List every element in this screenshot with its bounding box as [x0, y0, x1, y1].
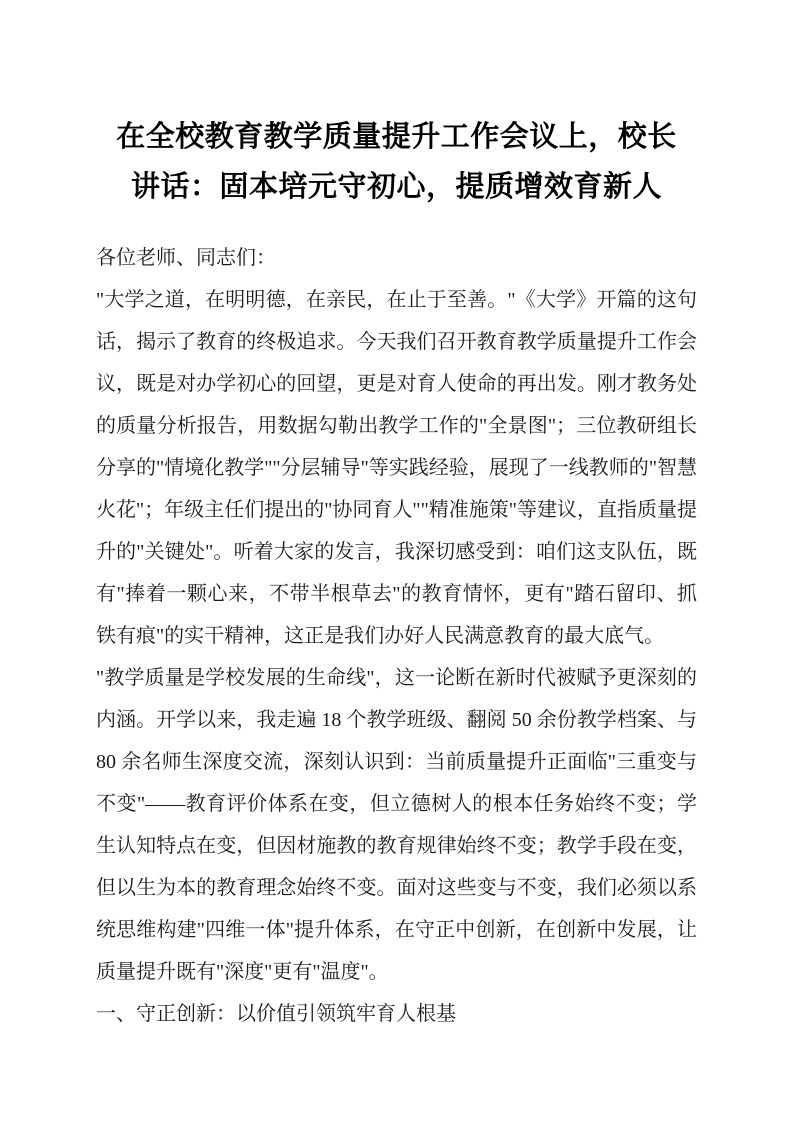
document-title: [0, 0, 793, 212]
paragraph-2: "教学质量是学校发展的生命线"，这一论断在新时代被赋予更深刻的内涵。开学以来，我走遍 18 个教学班级、翻阅 50 余份教学档案、与 80 余名师生深度交流，深刻认识到：当前质量提升正面临"三重变与不变"——教育评价体系在变，但立德树人的根本任务始终不变；学生认知特点在变，但因材施教的教育规律始终不变；教学手段在变，但以生为本的教育理念始终不变。面对这些变与不变，我们必须以系统思维构建"四维一体"提升体系，在守正中创新，在创新中发展，让质量提升既有"深度"更有"温度"。: [96, 667, 697, 983]
paragraph-1: "大学之道，在明明德，在亲民，在止于至善。"《大学》开篇的这句话，揭示了教育的终极追求。今天我们召开教育教学质量提升工作会议，既是对办学初心的回望，更是对育人使命的再出发。刚才教务处的质量分析报告，用数据勾勒出教学工作的"全景图"；三位教研组长分享的"情境化教学""分层辅导"等实践经验，展现了一线教师的"智慧火花"；年级主任们提出的"协同育人""精准施策"等建议，直指质量提升的"关键处"。听着大家的发言，我深切感受到：咱们这支队伍，既有"捧着一颗心来，不带半根草去"的教育情怀，更有"踏石留印、抓铁有痕"的实干精神，这正是我们办好人民满意教育的最大底气。: [96, 289, 697, 647]
document-title-line-1: 在全校教育教学质量提升工作会议上，校长: [116, 121, 677, 153]
section-heading: 一、守正创新：以价值引领筑牢育人根基: [96, 1003, 456, 1025]
salutation: 各位老师、同志们：: [96, 247, 276, 269]
document-title-line-2: 讲话：固本培元守初心，提质增效育新人: [130, 171, 662, 203]
document-body: [96, 237, 697, 1035]
